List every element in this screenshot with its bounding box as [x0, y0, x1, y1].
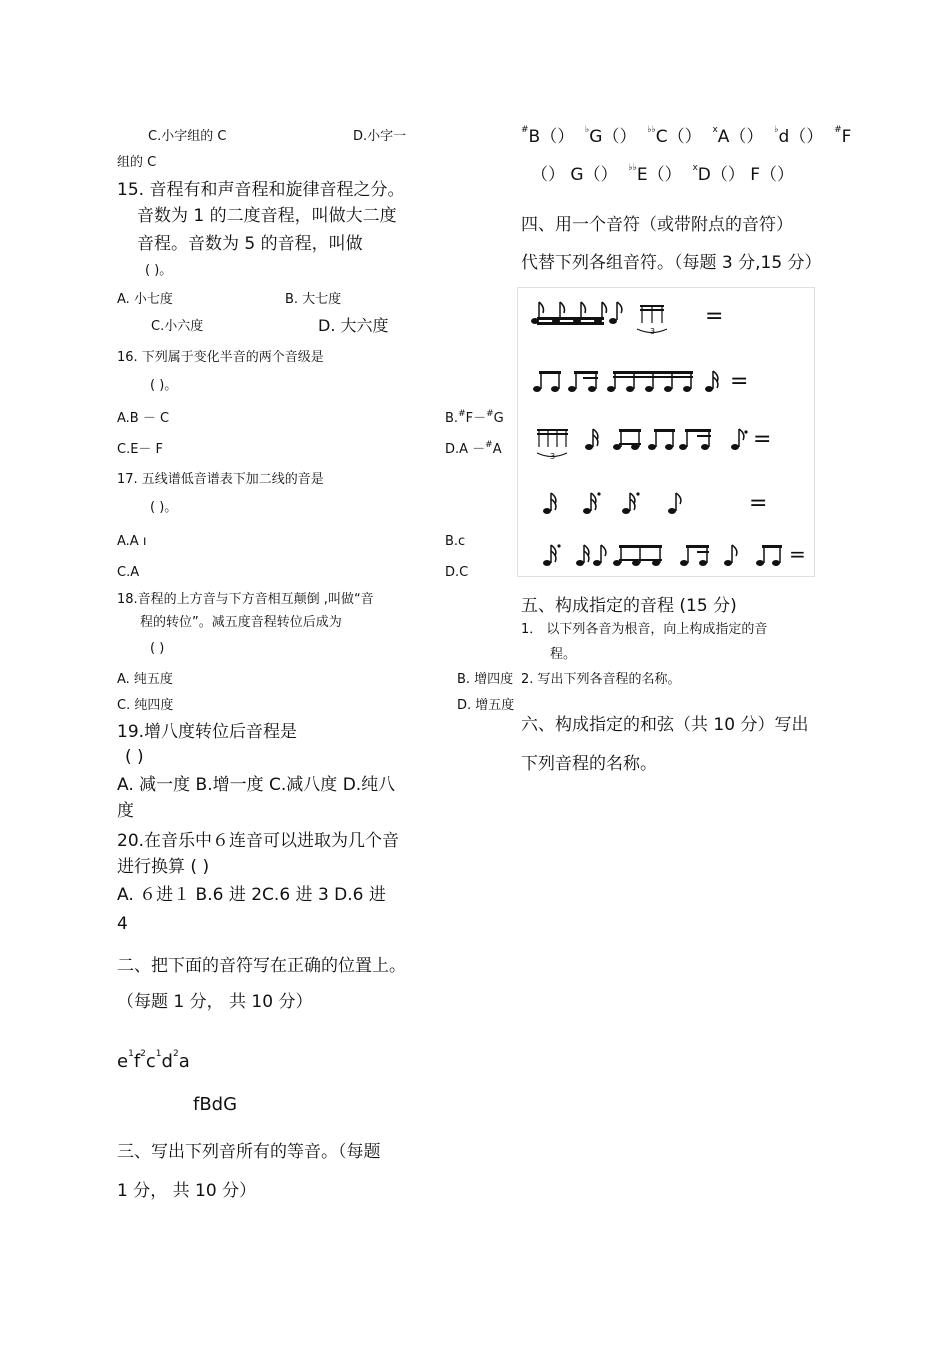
option-c-line: C.小字组的 C	[148, 129, 227, 144]
q15-line-2: 音数为 1 的二度音程，叫做大二度	[137, 206, 397, 226]
section-4-heading: 四、用一个音符（或带附点的音符）	[521, 215, 793, 235]
q18-option-c: C. 纯四度	[117, 698, 174, 713]
q16-option-d: D.A －#A	[445, 440, 502, 457]
q19-options: A. 减一度 B.增一度 C.减八度 D.纯八	[117, 775, 396, 795]
q20-options-continued: 4	[117, 914, 128, 934]
q17-line-1: 17. 五线谱低音谱表下加二线的音是	[117, 472, 324, 487]
section-6-heading: 六、构成指定的和弦（共 10 分）写出	[521, 715, 809, 735]
section-5-item-2: 2. 写出下列各音程的名称。	[521, 672, 681, 687]
rhythm-notation-figure	[517, 287, 815, 577]
section-2-points: （每题 1 分， 共 10 分）	[117, 992, 313, 1012]
q18-line-2: 程的转位”。减五度音程转位后成为	[140, 615, 342, 630]
section-5-item-1-continued: 程。	[550, 647, 577, 662]
equals-sign: =	[749, 491, 768, 516]
notes-to-write-2: fBdG	[193, 1094, 238, 1115]
section-4-heading-2: 代替下列各组音符。（每题 3 分,15 分）	[521, 253, 822, 273]
q17-option-d: D.C	[445, 565, 469, 580]
q17-option-c: C.A	[117, 565, 140, 580]
q17-blank: ( )。	[150, 500, 178, 515]
q16-option-c: C.E－ F	[117, 442, 164, 457]
option-d-line: D.小字一	[353, 129, 407, 144]
section-3-heading: 三、写出下列音所有的等音。（每题	[117, 1142, 381, 1162]
section-5-item-1: 1． 以下列各音为根音，向上构成指定的音	[521, 622, 768, 637]
q18-line-1: 18.音程的上方音与下方音相互颠倒 ,叫做“音	[117, 592, 374, 607]
equals-sign: =	[753, 427, 772, 452]
q17-option-b: B.c	[445, 534, 466, 549]
enharmonic-row-1: #B（） ♭G（） ♭♭C（） $^x$A（） ♭d（） #F	[521, 125, 852, 147]
q15-blank: ( )。	[145, 263, 173, 278]
q20-line-1: 20.在音乐中６连音可以进取为几个音	[117, 831, 400, 851]
option-d-continued: 组的 C	[117, 155, 157, 170]
equals-sign: =	[730, 369, 749, 394]
q18-option-b: B. 增四度	[457, 672, 514, 687]
q16-blank: ( )。	[150, 378, 178, 393]
svg-text:3: 3	[650, 327, 656, 336]
section-2-heading: 二、把下面的音符写在正确的位置上。	[117, 956, 406, 976]
q15-line-3: 音程。音数为 5 的音程，叫做	[137, 234, 363, 254]
q15-line-1: 15. 音程有和声音程和旋律音程之分。	[117, 180, 405, 200]
q18-option-d: D. 增五度	[457, 698, 515, 713]
equals-sign: =	[705, 304, 724, 329]
q20-line-2: 进行换算 ( )	[117, 857, 210, 877]
equals-sign: =	[789, 542, 806, 566]
q18-option-a: A. 纯五度	[117, 672, 173, 687]
q15-option-a: A. 小七度	[117, 292, 173, 307]
q19-line-1: 19.增八度转位后音程是	[117, 722, 298, 742]
q16-line-1: 16. 下列属于变化半音的两个音级是	[117, 350, 324, 365]
enharmonic-row-2: （） G（） ♭♭E（） $^x$D（） F（）	[531, 163, 795, 185]
section-6-heading-2: 下列音程的名称。	[521, 754, 657, 774]
q15-option-b: B. 大七度	[285, 292, 342, 307]
notes-to-write: $e^1f^2c^1d^2a$	[117, 1049, 190, 1072]
q19-options-continued: 度	[117, 801, 134, 821]
q15-option-d: D. 大六度	[318, 316, 389, 335]
q18-blank: ( )	[150, 641, 165, 656]
q15-option-c: C.小六度	[151, 319, 204, 334]
q17-option-a: A.A ı	[117, 534, 147, 549]
section-5-heading: 五、构成指定的音程 (15 分)	[521, 596, 737, 616]
q16-option-a: A.B － C	[117, 411, 170, 426]
q16-option-b: B.#F－#G	[445, 409, 504, 426]
q19-blank: ( )	[125, 747, 144, 767]
q20-options: A. ６进１ B.6 进 2C.6 进 3 D.6 进	[117, 885, 386, 905]
svg-text:3: 3	[550, 452, 556, 461]
section-3-points: 1 分， 共 10 分）	[117, 1181, 257, 1201]
